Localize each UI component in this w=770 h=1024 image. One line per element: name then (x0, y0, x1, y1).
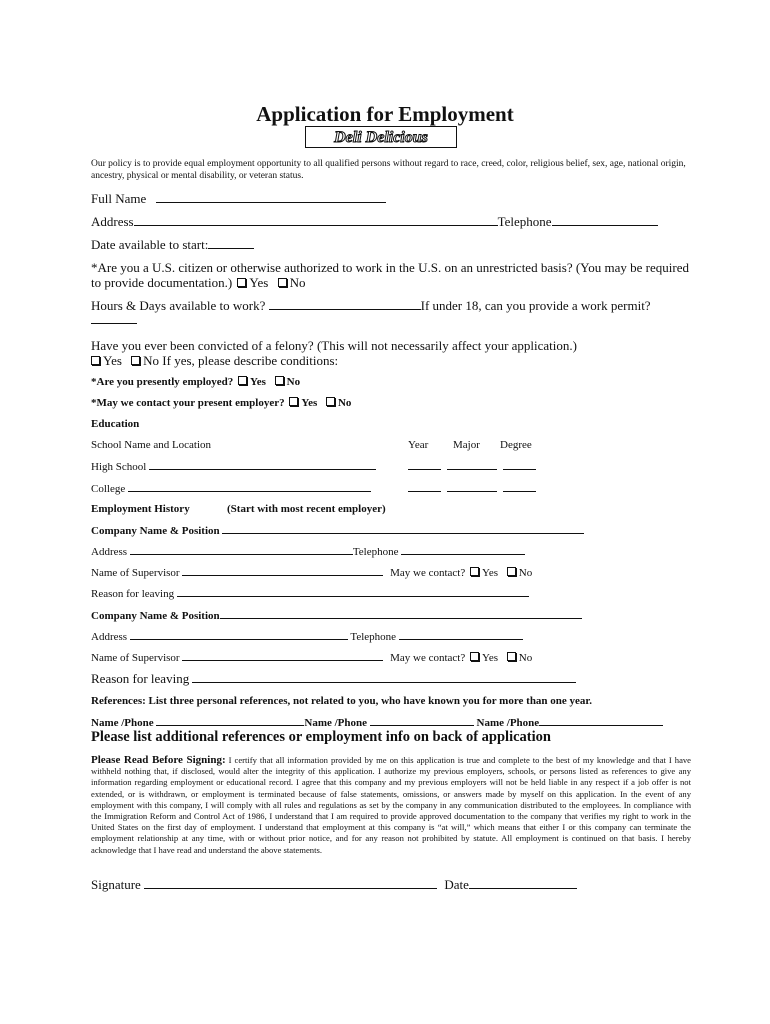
telephone-label: Telephone (497, 214, 552, 229)
employer-2-supervisor-label: Name of Supervisor (91, 652, 180, 664)
employer-1-reason-row (91, 586, 529, 601)
employer-1-supervisor-label: Name of Supervisor (91, 567, 180, 579)
full-name-label: Full Name (91, 191, 147, 206)
employer-1-company-field[interactable] (222, 523, 584, 534)
employer-2-supervisor-field[interactable] (182, 650, 383, 661)
employer-2-no-checkbox[interactable] (507, 652, 516, 661)
citizen-question-cont: to provide documentation.) (91, 275, 233, 290)
employed-label: *Are you presently employed? (91, 376, 234, 388)
high-school-degree-field[interactable] (503, 459, 536, 470)
employer-1-supervisor-field[interactable] (182, 565, 383, 576)
high-school-field[interactable] (149, 459, 376, 470)
hours-row (91, 298, 651, 314)
high-school-label: High School (91, 461, 147, 473)
employer-1-address-row (91, 544, 525, 559)
date-field[interactable] (469, 878, 577, 889)
employment-subheading: (Start with most recent employer) (227, 503, 386, 515)
employer-1-company-label: Company Name & Position (91, 525, 220, 537)
employer-1-no-label: No (518, 567, 533, 579)
employer-2-supervisor-row (91, 650, 532, 665)
citizen-yes-label: Yes (249, 275, 269, 290)
employer-2-company-row (91, 608, 582, 623)
page-title: Application for Employment (256, 102, 514, 126)
felony-question: Have you ever been convicted of a felony? (This will not necessarily affect your application.) (91, 338, 577, 353)
employer-2-yes-label: Yes (481, 652, 498, 664)
college-major-field[interactable] (447, 481, 497, 492)
full-name-row (91, 191, 386, 207)
address-field[interactable] (134, 215, 498, 226)
felony-answer-row (91, 353, 338, 369)
high-school-major-field[interactable] (447, 459, 497, 470)
employer-1-address-label: Address (91, 546, 128, 558)
college-row (91, 481, 371, 496)
legal-statement (91, 755, 691, 856)
hours-field[interactable] (269, 299, 421, 310)
employer-1-reason-field[interactable] (177, 586, 529, 597)
contact-employer-no-label: No (337, 397, 352, 409)
signature-row (91, 877, 577, 893)
high-school-row (91, 459, 376, 474)
policy-statement: Our policy is to provide equal employment opportunity to all qualified persons without regard to race, creed, color, religious belief, sex, age, national origin, ancestry, physical or mental disability, or veteran status. (91, 159, 686, 181)
employer-2-yes-checkbox[interactable] (470, 652, 479, 661)
date-available-field[interactable] (208, 238, 254, 249)
employer-2-reason-field[interactable] (192, 672, 576, 683)
high-school-year-field[interactable] (408, 459, 441, 470)
citizen-answer-row (91, 275, 305, 291)
college-degree-field[interactable] (503, 481, 536, 492)
additional-references-note: Please list additional references or employment info on back of application (91, 729, 551, 745)
work-permit-row (91, 312, 137, 328)
address-label: Address (91, 214, 134, 229)
work-permit-label: If under 18, can you provide a work permit? (420, 298, 651, 313)
employed-yes-checkbox[interactable] (238, 376, 247, 385)
citizen-question: *Are you a U.S. citizen or otherwise authorized to work in the U.S. on an unrestricted basis? (You may be required (91, 260, 689, 275)
employer-2-reason-label: Reason for leaving (91, 671, 190, 686)
college-field[interactable] (128, 481, 371, 492)
employer-1-reason-label: Reason for leaving (91, 588, 175, 600)
deli-delicious-logo (305, 126, 457, 148)
felony-no-label: No If yes, please describe conditions: (143, 353, 339, 368)
college-year-row (408, 481, 536, 496)
employer-2-address-field[interactable] (130, 629, 348, 640)
employer-1-telephone-field[interactable] (401, 544, 525, 555)
employer-2-address-label: Address (91, 631, 128, 643)
reference-3-label: Name /Phone (476, 717, 540, 729)
employer-2-address-row (91, 629, 523, 644)
employer-2-company-field[interactable] (220, 608, 582, 619)
education-col-degree: Degree (500, 439, 532, 451)
date-available-label: Date available to start: (91, 237, 209, 252)
reference-1-label: Name /Phone (91, 717, 154, 729)
employment-heading: Employment History (91, 503, 190, 515)
legal-text: I certify that all information provided by me on this application is true and complete to the best of my knowledge and that I have withheld nothing that, if disclosed, would alter the integrity of this application. I authorize my previous employers, schools, or persons listed as references to give any information regarding employment or educational record. I agree that this company and my previous employers will not be held liable in any respect if a job offer is not extended, or is withdrawn, or employment is terminated because of false statements, omissions, or answers made by myself on this application. In the event of any employment with this company, I will comply with all rules and regulations as set by the company in any communication distributed to the employees. In compliance with the Immigration Reform and Control Act of 1986, I understand that I am required to provide approved documentation to the company that verifies my right to work in the United States on the first day of employment. I understand that employment at this company is “at will,” which means that either I or this company can terminate the employment relationship at any time, with or without prior notice, and for any reason not prohibited by statute. All employment is continued on that basis. I hereby acknowledge that I have read and understand the above statements. (91, 755, 691, 855)
reference-1-field[interactable] (156, 715, 304, 726)
employer-2-no-label: No (518, 652, 533, 664)
employer-2-company-label: Company Name & Position (91, 610, 220, 622)
citizen-yes-checkbox[interactable] (237, 278, 246, 287)
education-heading: Education (91, 418, 140, 430)
employer-1-may-contact-label: May we contact? (390, 567, 466, 579)
signature-label: Signature (91, 877, 141, 892)
logo-text: Deli Delicious (334, 129, 428, 146)
citizen-no-checkbox[interactable] (278, 278, 287, 287)
employer-2-telephone-field[interactable] (399, 629, 523, 640)
employer-1-address-field[interactable] (130, 544, 353, 555)
employer-2-reason-row (91, 671, 576, 687)
date-label: Date (444, 877, 469, 892)
contact-employer-no-checkbox[interactable] (326, 397, 335, 406)
college-label: College (91, 483, 126, 495)
employed-yes-label: Yes (250, 376, 266, 388)
telephone-field[interactable] (552, 215, 658, 226)
employer-2-telephone-label: Telephone (350, 631, 397, 643)
contact-employer-label: *May we contact your present employer? (91, 397, 285, 409)
employer-1-supervisor-row (91, 565, 532, 580)
employed-no-checkbox[interactable] (275, 376, 284, 385)
felony-yes-label: Yes (103, 353, 122, 368)
education-col-major: Major (453, 439, 480, 451)
employed-row (91, 375, 300, 389)
legal-lead: Please Read Before Signing: (91, 754, 226, 766)
employer-1-telephone-label: Telephone (352, 546, 399, 558)
address-row (91, 214, 658, 230)
education-col-year: Year (408, 439, 429, 451)
college-year-field[interactable] (408, 481, 441, 492)
work-permit-field[interactable] (91, 313, 137, 324)
employer-1-no-checkbox[interactable] (507, 567, 516, 576)
reference-2-label: Name /Phone (304, 717, 368, 729)
employer-1-company-row (91, 523, 584, 538)
date-available-row (91, 237, 254, 253)
references-intro: References: List three personal references, not related to you, who have known you for more than one year. (91, 695, 593, 707)
references-row (91, 715, 663, 730)
signature-field[interactable] (144, 878, 437, 889)
employed-no-label: No (286, 376, 301, 388)
contact-employer-yes-label: Yes (301, 397, 318, 409)
reference-3-field[interactable] (539, 715, 663, 726)
contact-employer-yes-checkbox[interactable] (289, 397, 298, 406)
citizen-no-label: No (289, 275, 306, 290)
employer-2-may-contact-label: May we contact? (390, 652, 466, 664)
felony-no-checkbox[interactable] (131, 356, 140, 365)
hours-label: Hours & Days available to work? (91, 298, 266, 313)
employer-1-yes-checkbox[interactable] (470, 567, 479, 576)
education-col-school: School Name and Location (91, 439, 212, 451)
felony-yes-checkbox[interactable] (91, 356, 100, 365)
contact-employer-row (91, 396, 351, 410)
high-school-year-row (408, 459, 536, 474)
full-name-field[interactable] (156, 192, 386, 203)
reference-2-field[interactable] (370, 715, 474, 726)
employer-1-yes-label: Yes (481, 567, 498, 579)
